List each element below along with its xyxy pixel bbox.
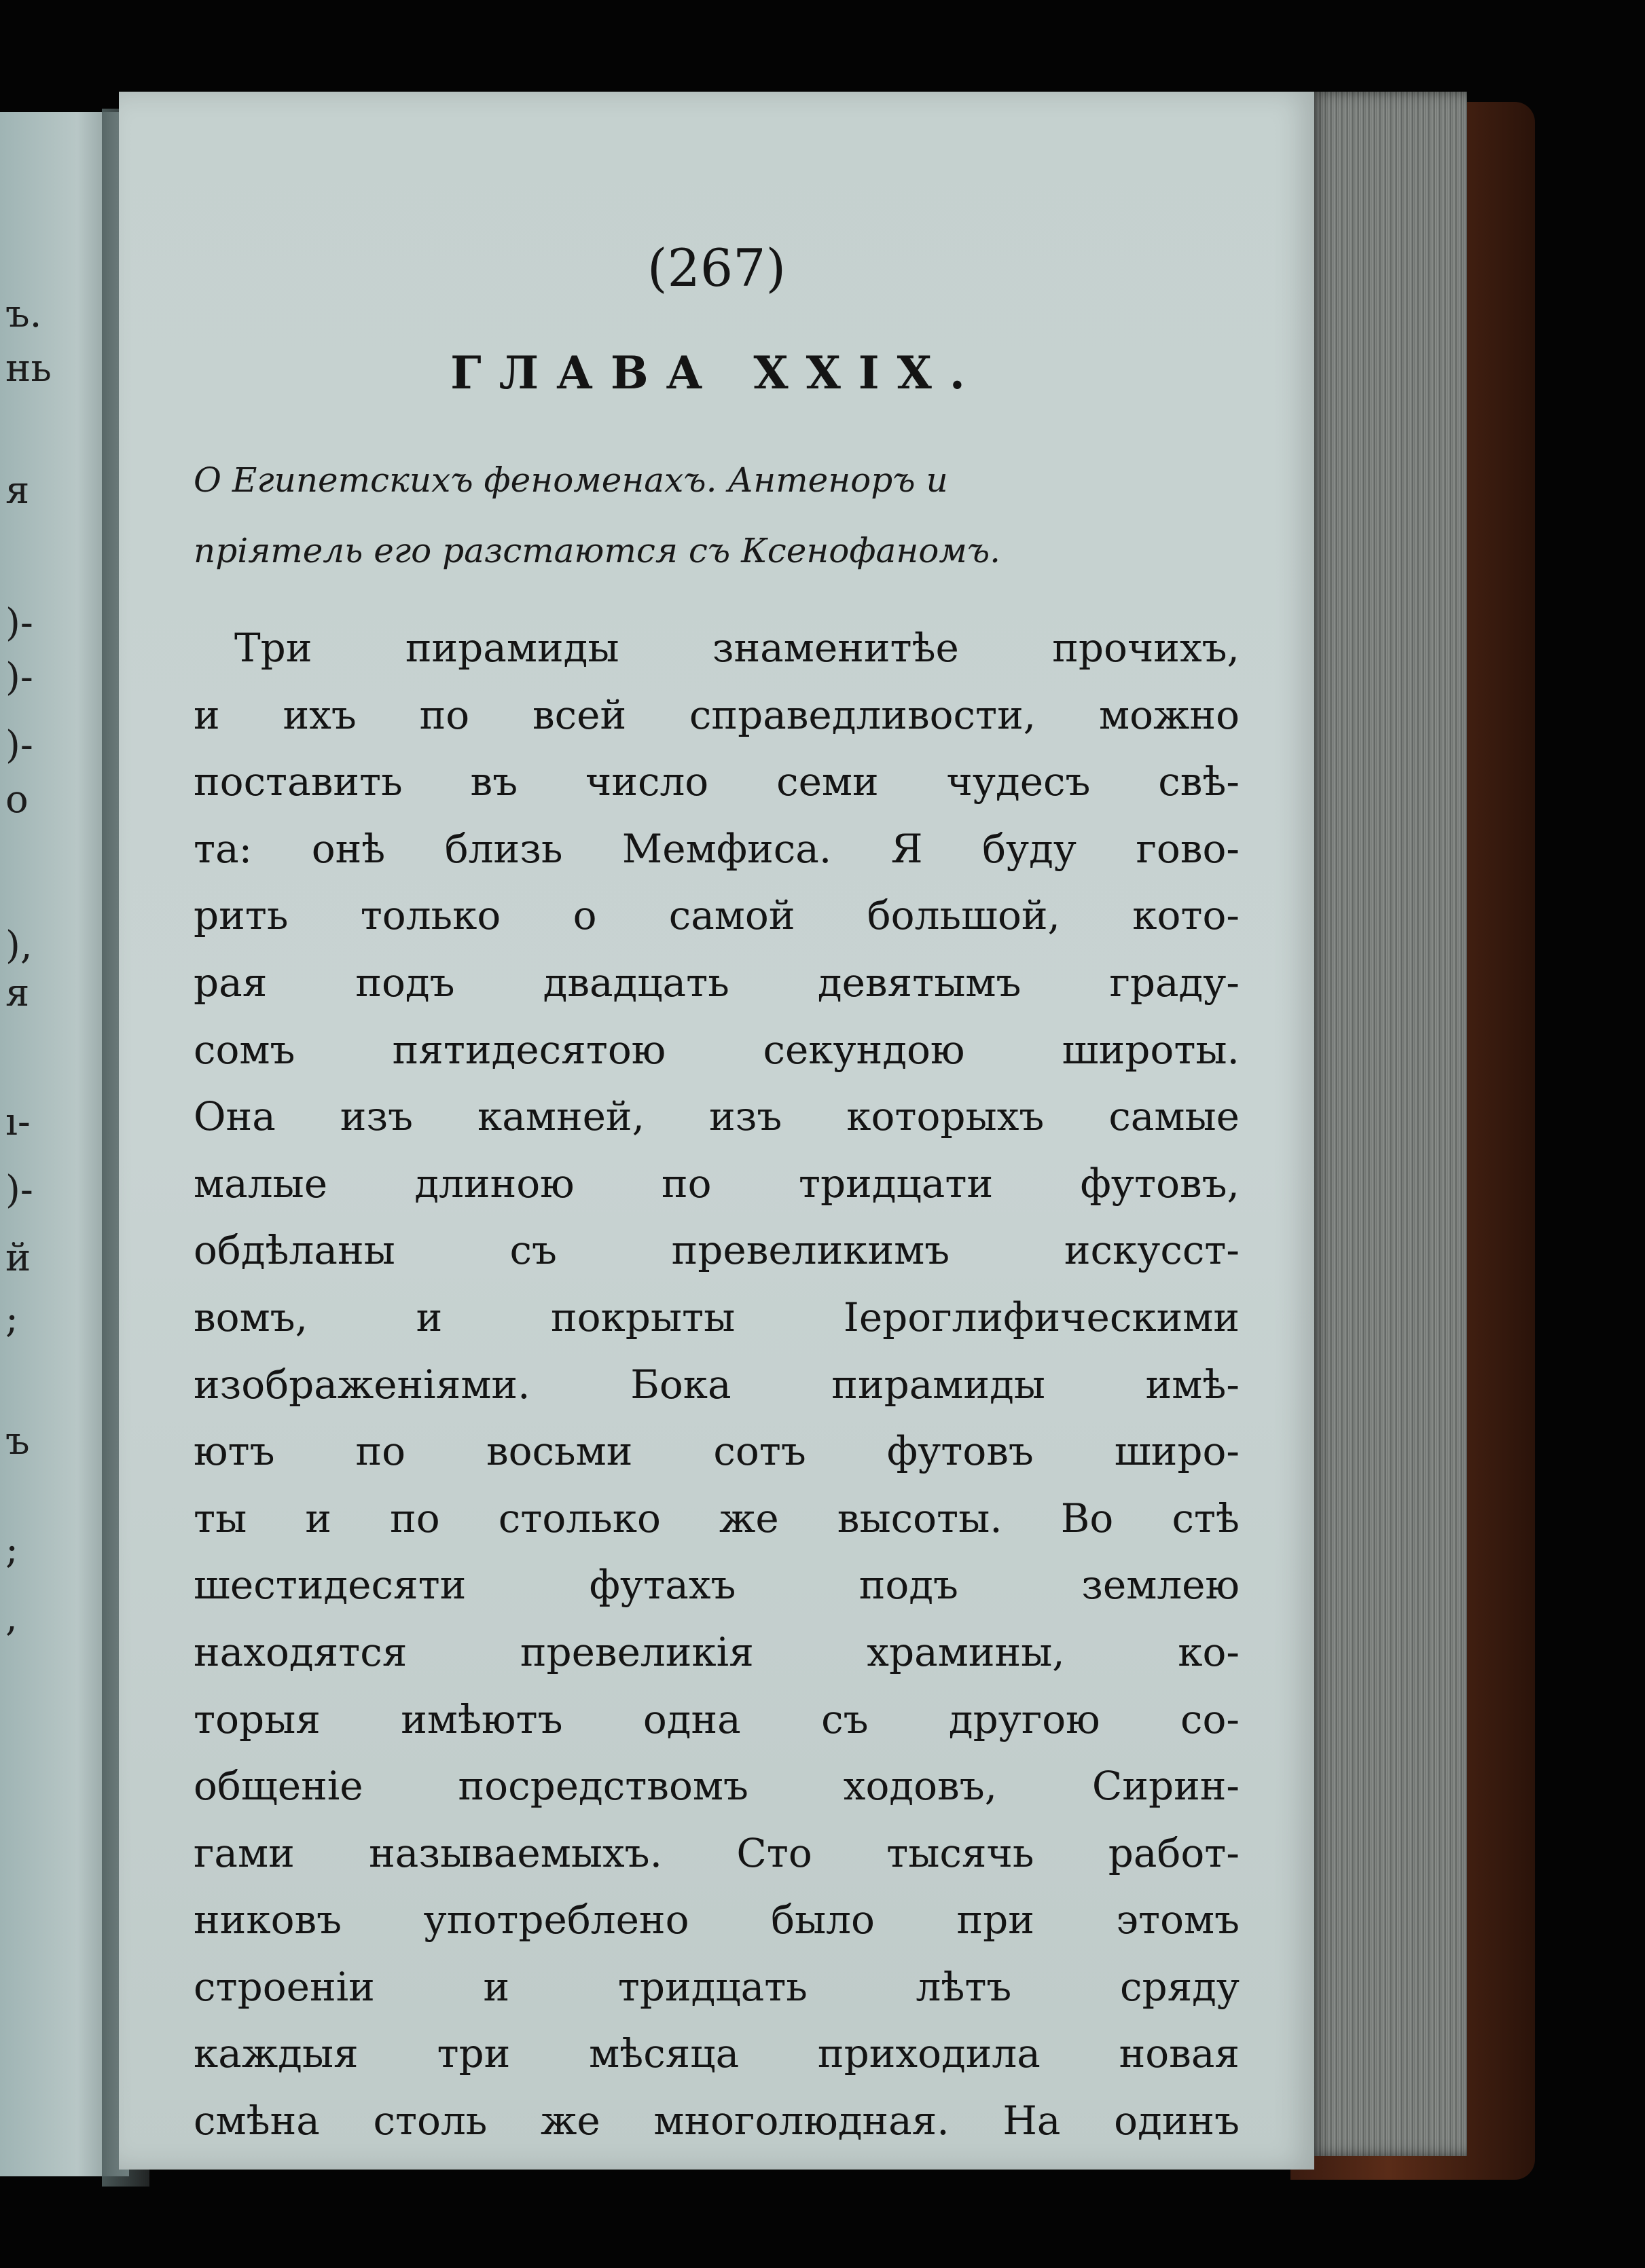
left-page-fragment: ; bbox=[5, 1297, 18, 1341]
text-line: рая подъ двадцать девятымъ граду- bbox=[194, 959, 1240, 1006]
text-line: каждыя три мѣсяца приходила новая bbox=[194, 2030, 1240, 2077]
left-page-fragment: , bbox=[5, 1596, 18, 1640]
left-page-fragment: )- bbox=[5, 1168, 33, 1212]
text-line: гами называемыхъ. Сто тысячь работ- bbox=[194, 1829, 1240, 1876]
text-line: ютъ по восьми сотъ футовъ широ- bbox=[194, 1428, 1240, 1475]
text-line: смѣна столь же многолюдная. На одинъ bbox=[194, 2098, 1240, 2144]
text-line: поставить въ число семи чудесъ свѣ- bbox=[194, 758, 1240, 805]
left-page-fragment: ъ bbox=[5, 1419, 30, 1463]
text-line: общеніе посредствомъ ходовъ, Сирин- bbox=[194, 1763, 1240, 1810]
left-page-fragment: )- bbox=[5, 655, 33, 699]
book-page bbox=[119, 92, 1314, 2170]
text-line: находятся превеликія храмины, ко- bbox=[194, 1628, 1240, 1675]
left-page-fragment: я bbox=[5, 469, 30, 513]
left-page-fragment: я bbox=[5, 971, 30, 1015]
text-line: малые длиною по тридцати футовъ, bbox=[194, 1160, 1240, 1207]
text-line: Она изъ камней, изъ которыхъ самые bbox=[194, 1093, 1240, 1140]
left-page-fragment: ; bbox=[5, 1528, 18, 1572]
left-page-fragment: ъ. bbox=[5, 292, 42, 336]
page-number: (267) bbox=[647, 238, 787, 298]
summary-line: пріятель его разстаются съ Ксенофаномъ. bbox=[194, 531, 1001, 570]
text-line: та: онѣ близь Мемфиса. Я буду гово- bbox=[194, 825, 1240, 872]
chapter-summary bbox=[194, 445, 1226, 586]
text-line: строеніи и тридцать лѣтъ сряду bbox=[194, 1963, 1240, 2010]
chapter-title: ГЛАВА XXIX. bbox=[450, 346, 983, 399]
left-page-fragment: ı- bbox=[5, 1100, 31, 1144]
left-page-fragment: ), bbox=[5, 923, 33, 968]
text-line: торыя имѣютъ одна съ другою со- bbox=[194, 1696, 1240, 1742]
summary-line: О Египетскихъ феноменахъ. Антеноръ и bbox=[194, 460, 948, 500]
text-line: Три пирамиды знаменитѣе прочихъ, bbox=[234, 625, 1240, 671]
text-line: ты и по столько же высоты. Во стѣ bbox=[194, 1495, 1240, 1541]
text-line: шестидесяти футахъ подъ землею bbox=[194, 1562, 1240, 1609]
left-page-fragment: нь bbox=[5, 346, 52, 390]
page-edges bbox=[1311, 92, 1467, 2156]
left-page-fragment: о bbox=[5, 778, 29, 822]
body-text bbox=[194, 615, 1240, 2155]
left-page-fragment: й bbox=[5, 1236, 31, 1280]
text-line: сомъ пятидесятою секундою широты. bbox=[194, 1026, 1240, 1073]
text-line: обдѣланы съ превеликимъ искусст- bbox=[194, 1227, 1240, 1274]
text-line: никовъ употреблено было при этомъ bbox=[194, 1897, 1240, 1943]
left-page-fragment: )- bbox=[5, 723, 33, 767]
left-page-fragment: )- bbox=[5, 601, 33, 645]
text-line: и ихъ по всей справедливости, можно bbox=[194, 691, 1240, 738]
text-line: изображеніями. Бока пирамиды имѣ- bbox=[194, 1361, 1240, 1408]
text-line: рить только о самой большой, кото- bbox=[194, 892, 1240, 939]
text-line: вомъ, и покрыты Іероглифическими bbox=[194, 1294, 1240, 1340]
